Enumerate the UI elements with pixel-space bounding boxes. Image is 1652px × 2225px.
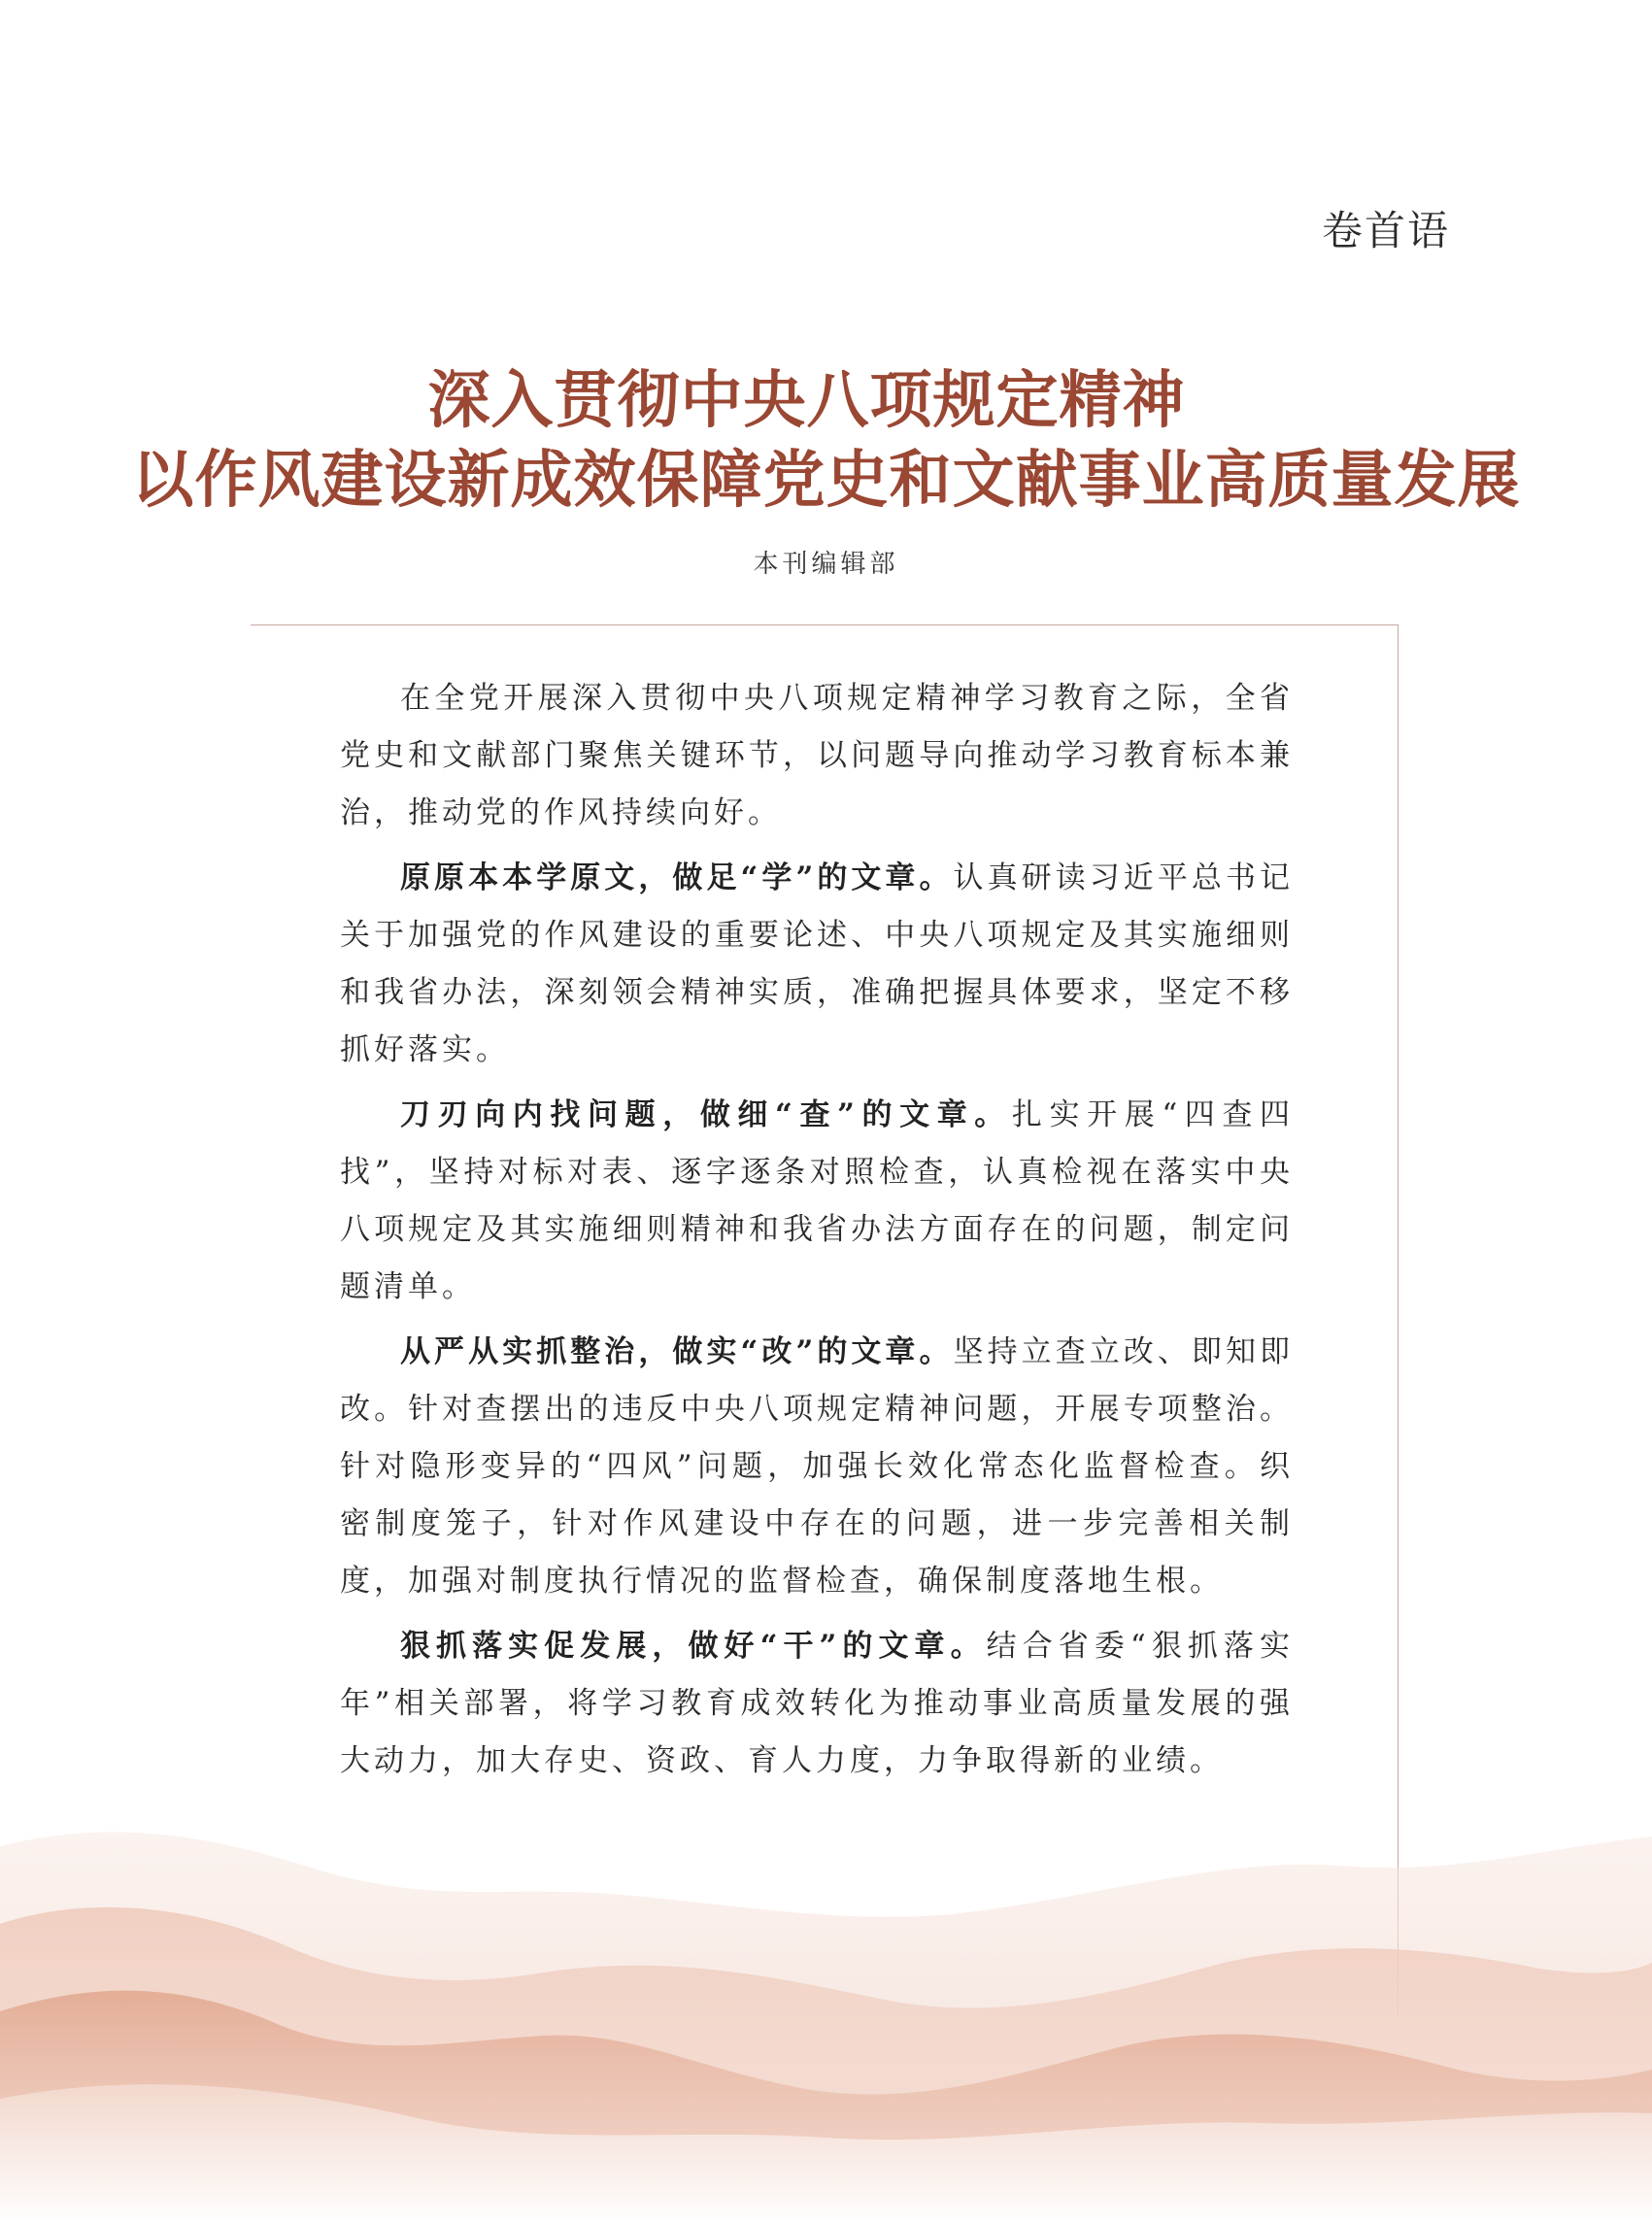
paragraph-lead: 从严从实抓整治，做实“改”的文章。 bbox=[400, 1334, 954, 1369]
title-line-1: 深入贯彻中央八项规定精神 bbox=[427, 364, 1186, 437]
byline: 本刊编辑部 bbox=[753, 550, 899, 579]
paragraph-text: 扎实开展“四查四找”，坚持对标对表、逐字逐条对照检查，认真检视在落实中央八项规定及其实施细则精神和我省办法方面存在的问题，制定问题清单。 bbox=[340, 1097, 1294, 1304]
paragraph-text: 认真研读习近平总书记关于加强党的作风建设的重要论述、中央八项规定及其实施细则和我省办法，深刻领会精神实质，准确把握具体要求，坚定不移抓好落实。 bbox=[340, 860, 1294, 1067]
paragraph-inspect bbox=[340, 1087, 1294, 1316]
title-line-2: 以作风建设新成效保障党史和文献事业高质量发展 bbox=[131, 444, 1521, 517]
paragraph-lead: 刀刃向内找问题，做细“查”的文章。 bbox=[400, 1097, 1012, 1132]
paragraph-lead: 原原本本学原文，做足“学”的文章。 bbox=[400, 860, 954, 895]
paragraph-text: 结合省委“狠抓落实年”相关部署，将学习教育成效转化为推动事业高质量发展的强大动力，加大存史、资政、育人力度，力争取得新的业绩。 bbox=[340, 1629, 1294, 1778]
paragraph-lead: 狠抓落实促发展，做好“干”的文章。 bbox=[400, 1629, 987, 1664]
frame-top-rule bbox=[251, 624, 1399, 625]
paragraph-study bbox=[340, 850, 1294, 1079]
paragraph-implement bbox=[340, 1618, 1294, 1790]
paragraph-text: 坚持立查立改、即知即改。针对查摆出的违反中央八项规定精神问题，开展专项整治。针对隐形变异的“四风”问题，加强长效化常态化监督检查。织密制度笼子，针对作风建设中存在的问题，进一步完善相关制度，加强对制度执行情况的监督检查，确保制度落地生根。 bbox=[340, 1334, 1294, 1599]
article-title bbox=[0, 361, 1652, 521]
paragraph-rectify bbox=[340, 1324, 1294, 1610]
paragraph-text: 在全党开展深入贯彻中央八项规定精神学习教育之际，全省党史和文献部门聚焦关键环节，以问题导向推动学习教育标本兼治，推动党的作风持续向好。 bbox=[340, 681, 1294, 830]
article-body bbox=[340, 670, 1294, 1798]
section-tag: 卷首语 bbox=[1321, 207, 1450, 254]
landscape-illustration bbox=[0, 1778, 1652, 2225]
paragraph-intro bbox=[340, 670, 1294, 842]
